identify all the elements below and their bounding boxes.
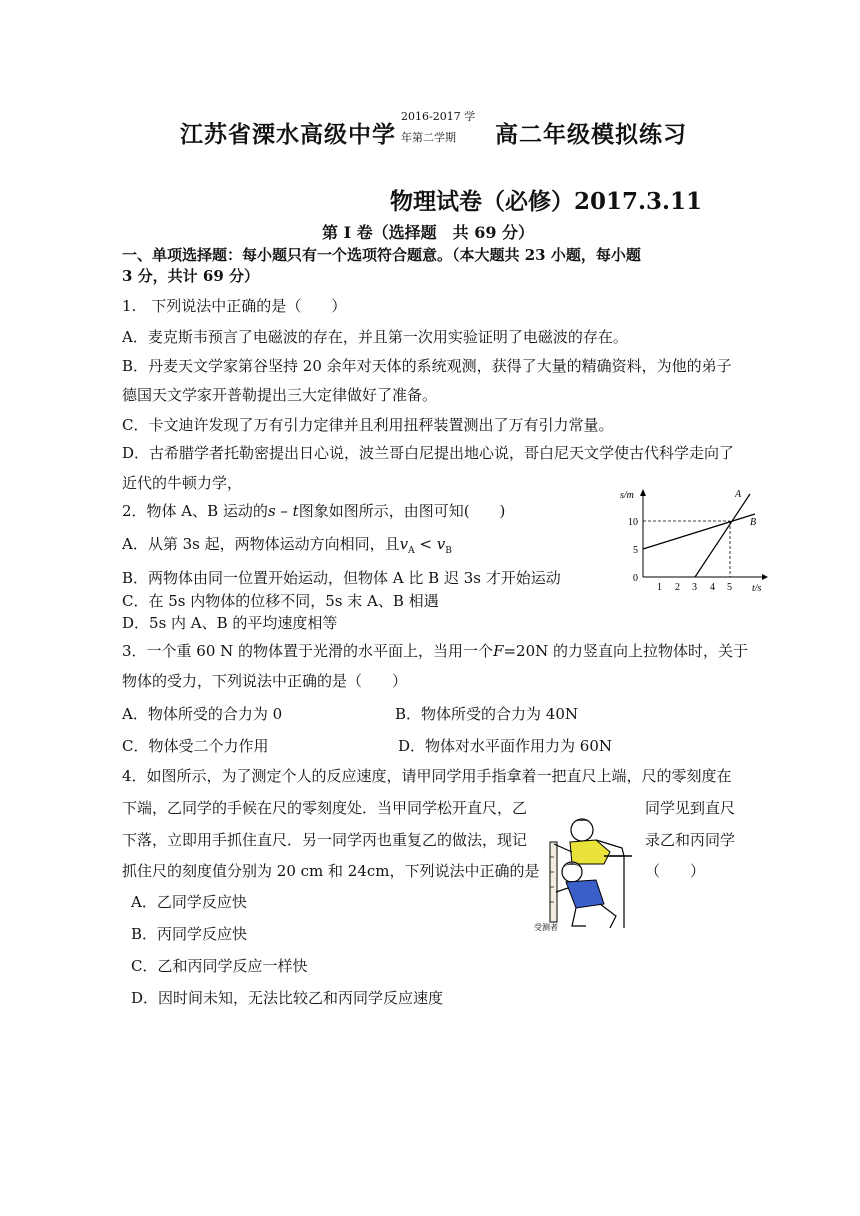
q4-line4-right: （ ） bbox=[645, 862, 706, 880]
q1-option-d-line2: 近代的牛顿力学， bbox=[122, 474, 243, 492]
q2-va-symbol: v bbox=[399, 535, 409, 553]
school-year-line2: 年第二学期 bbox=[401, 131, 456, 144]
q1-option-b-line2: 德国天文学家开普勒提出三大定律做好了准备。 bbox=[122, 386, 438, 404]
q4-line2-left: 下端，乙同学的手候在尺的零刻度处．当甲同学松开直尺，乙 bbox=[122, 799, 528, 817]
graph-label-b: B bbox=[750, 517, 757, 528]
graph-y-arrow bbox=[640, 489, 646, 496]
graph-ytick-10: 10 bbox=[628, 517, 638, 528]
q1-option-b-line1: B．丹麦天文学家第谷坚持 20 余年对天体的系统观测，获得了大量的精确资料，为他的弟子 bbox=[122, 357, 732, 375]
graph-xlabel: t/s bbox=[752, 583, 762, 594]
q4-line4-left: 抓住尺的刻度值分别为 20 cm 和 24cm，下列说法中正确的是 bbox=[122, 862, 540, 880]
q4-option-a: A．乙同学反应快 bbox=[131, 893, 247, 911]
school-name: 江苏省溧水高级中学 bbox=[180, 121, 396, 148]
q3-force-symbol: F bbox=[493, 642, 504, 660]
section-instruction-line1: 一、单项选择题：每小题只有一个选项符合题意。（本大题共 23 小题，每小题 bbox=[122, 246, 641, 264]
figure-caption: 受测者 bbox=[534, 923, 558, 932]
graph-xtick-1: 1 bbox=[657, 582, 662, 593]
q4-line2-right: 同学见到直尺 bbox=[645, 799, 736, 817]
q2-stem-text-a: 2．物体 A、B 运动的 bbox=[122, 502, 268, 520]
ruler bbox=[550, 842, 557, 922]
q4-option-b: B．丙同学反应快 bbox=[131, 925, 248, 943]
q1-option-c: C．卡文迪许发现了万有引力定律并且利用扭秤装置测出了万有引力常量。 bbox=[122, 416, 614, 434]
q3-option-a: A．物体所受的合力为 0 bbox=[122, 705, 283, 723]
person-b-leg-right bbox=[600, 904, 616, 928]
q2-vb-sub: B bbox=[445, 546, 452, 556]
part1-heading: 第 I 卷（选择题 共 69 分） bbox=[322, 223, 535, 242]
q3-stem-line1 bbox=[122, 640, 748, 661]
q2-stem bbox=[122, 500, 505, 521]
q4-line1: 4．如图所示，为了测定个人的反应速度，请甲同学用手指拿着一把直尺上端，尺的零刻度在 bbox=[122, 767, 732, 785]
graph-xtick-3: 3 bbox=[692, 582, 697, 593]
grade-title: 高二年级模拟练习 bbox=[495, 121, 687, 148]
reaction-test-figure bbox=[532, 812, 637, 932]
graph-label-a: A bbox=[735, 489, 742, 500]
person-b-leg-left bbox=[572, 908, 586, 926]
graph-x-arrow bbox=[762, 574, 768, 580]
graph-xtick-2: 2 bbox=[675, 582, 680, 593]
graph-xtick-4: 4 bbox=[710, 582, 715, 593]
q3-stem-text-a: 3．一个重 60 N 的物体置于光滑的水平面上，当用一个 bbox=[122, 642, 494, 660]
q1-option-a: A．麦克斯韦预言了电磁波的存在，并且第一次用实验证明了电磁波的存在。 bbox=[122, 328, 628, 346]
q2-option-a-text: A．从第 3s 起，两物体运动方向相同，且 bbox=[122, 535, 400, 553]
graph-ytick-0: 0 bbox=[633, 573, 638, 584]
q2-option-d: D．5s 内 A、B 的平均速度相等 bbox=[122, 614, 338, 632]
section-instruction-line2: 3 分，共计 69 分） bbox=[122, 267, 259, 285]
q4-option-d: D．因时间未知，无法比较乙和丙同学反应速度 bbox=[131, 989, 444, 1007]
person-b-arm bbox=[556, 888, 568, 892]
q3-option-d: D．物体对水平面作用力为 60N bbox=[398, 737, 613, 755]
q2-option-b: B．两物体由同一位置开始运动，但物体 A 比 B 迟 3s 才开始运动 bbox=[122, 569, 561, 587]
q2-option-c: C．在 5s 内物体的位移不同，5s 末 A、B 相遇 bbox=[122, 592, 439, 610]
q1-option-d-line1: D．古希腊学者托勒密提出日心说，波兰哥白尼提出地心说，哥白尼天文学使古代科学走向了 bbox=[122, 444, 735, 462]
person-a-shirt bbox=[570, 840, 610, 864]
q2-option-a bbox=[122, 533, 452, 556]
graph-line-a bbox=[695, 494, 750, 577]
school-year-line1: 2016-2017 学 bbox=[401, 110, 476, 123]
q1-stem: 1. 下列说法中正确的是（ ） bbox=[122, 297, 347, 315]
graph-ytick-5: 5 bbox=[633, 545, 638, 556]
q3-stem-text-b: =20N 的力竖直向上拉物体时，关于 bbox=[503, 642, 749, 660]
q2-stem-text-b: 图象如图所示，由图可知( ) bbox=[298, 502, 506, 520]
exam-subtitle: 物理试卷（必修）2017.3.11 bbox=[390, 188, 703, 215]
q3-option-c: C．物体受二个力作用 bbox=[122, 737, 269, 755]
person-b-shirt bbox=[566, 880, 604, 908]
q2-st-graph bbox=[620, 484, 770, 594]
q4-line3-right: 录乙和丙同学 bbox=[645, 831, 736, 849]
q3-option-b: B．物体所受的合力为 40N bbox=[395, 705, 579, 723]
graph-xtick-5: 5 bbox=[727, 582, 732, 593]
q2-vb-symbol: v bbox=[436, 535, 446, 553]
q3-stem-line2: 物体的受力，下列说法中正确的是（ ） bbox=[122, 672, 408, 690]
q2-less-than: < bbox=[419, 535, 432, 553]
graph-line-b bbox=[643, 514, 755, 549]
q2-va-sub: A bbox=[408, 546, 415, 556]
q2-stem-math: s – t bbox=[267, 502, 299, 520]
q4-option-c: C．乙和丙同学反应一样快 bbox=[131, 957, 308, 975]
q4-line3-left: 下落，立即用手抓住直尺．另一同学丙也重复乙的做法，现记 bbox=[122, 831, 528, 849]
graph-ylabel: s/m bbox=[620, 490, 634, 501]
